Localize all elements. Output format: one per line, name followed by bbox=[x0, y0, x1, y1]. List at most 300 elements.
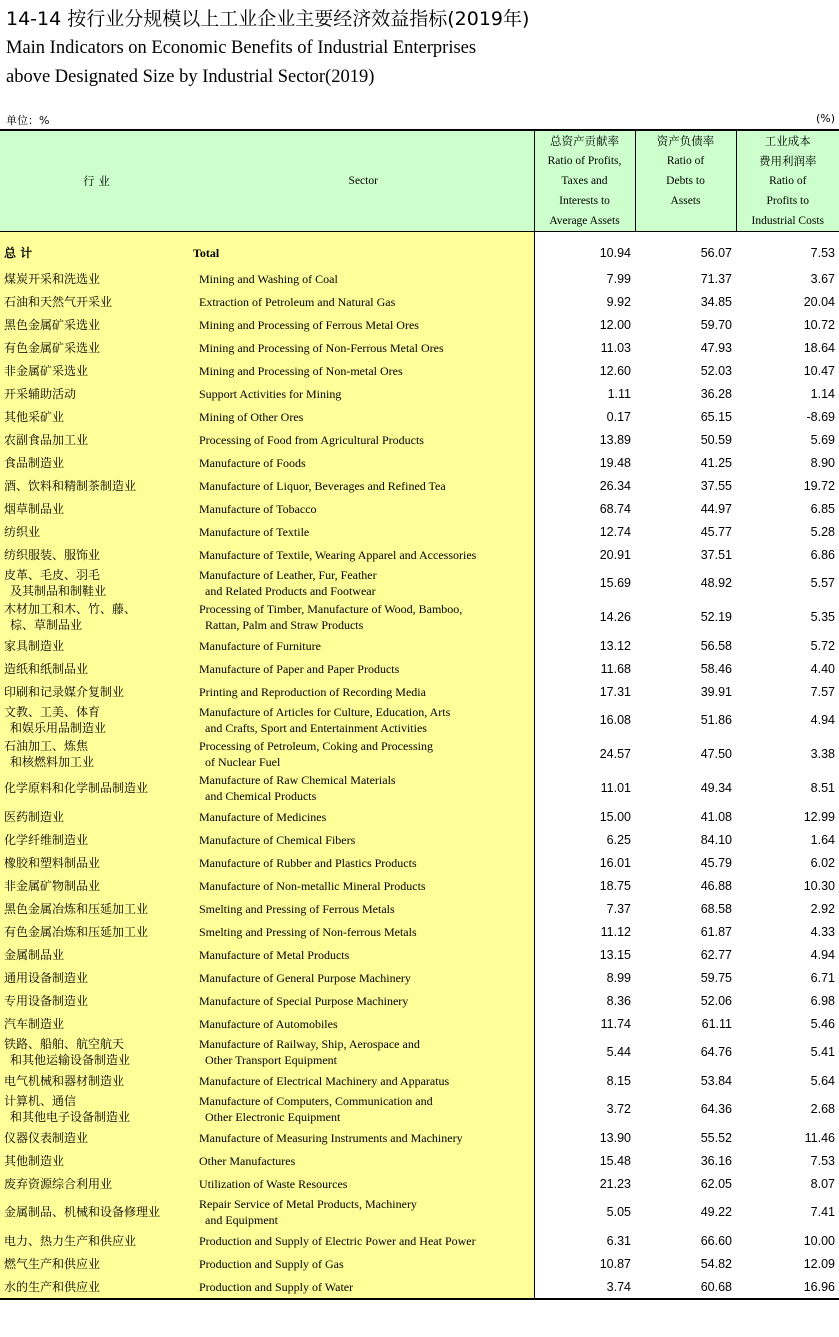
header-sector-en: Sector bbox=[193, 130, 534, 232]
debt-ratio-value: 36.16 bbox=[700, 1153, 732, 1168]
debt-ratio-value: 37.51 bbox=[700, 547, 732, 562]
profit-ratio-value: 11.03 bbox=[534, 336, 635, 359]
sector-cn-cell bbox=[0, 1035, 193, 1069]
profit-ratio-value: 13.90 bbox=[534, 1126, 635, 1149]
sector-cn-text: 专用设备制造业 bbox=[4, 993, 89, 1008]
sector-en-cell bbox=[193, 943, 534, 966]
sector-cn-text: 其他制造业 bbox=[4, 1153, 65, 1168]
profit-ratio-value: 26.34 bbox=[534, 474, 635, 497]
debt-ratio-value: 52.06 bbox=[700, 993, 732, 1008]
header-line: 资产负债率 bbox=[656, 134, 715, 148]
debt-ratio-value: 68.58 bbox=[700, 901, 732, 916]
table-row bbox=[0, 989, 839, 1012]
sector-en-cell bbox=[193, 520, 534, 543]
sector-cn-text: 计算机、通信 bbox=[4, 1094, 77, 1108]
profit-ratio-value: 7.37 bbox=[534, 897, 635, 920]
profit-ratio-value: 8.99 bbox=[534, 966, 635, 989]
sector-cn-cell bbox=[0, 1195, 193, 1229]
sector-cn-cell bbox=[0, 290, 193, 313]
sector-en-cell bbox=[193, 543, 534, 566]
table-row bbox=[0, 1229, 839, 1252]
debt-ratio-value: 59.70 bbox=[700, 317, 732, 332]
debt-ratio-value: 61.87 bbox=[700, 924, 732, 939]
cost-profit-ratio-value: 1.14 bbox=[810, 386, 835, 401]
sector-cn-cell bbox=[0, 497, 193, 520]
sector-en-text: of Nuclear Fuel bbox=[205, 755, 281, 769]
cost-profit-ratio-value: 16.96 bbox=[736, 1275, 839, 1299]
profit-ratio-value: 16.08 bbox=[534, 703, 635, 737]
sector-cn-text: 棕、草制品业 bbox=[10, 618, 83, 632]
sector-cn-text: 和核燃料加工业 bbox=[10, 755, 95, 769]
profit-ratio-value: 13.12 bbox=[534, 634, 635, 657]
profit-ratio-value: 19.48 bbox=[534, 451, 635, 474]
cost-profit-ratio-value: 5.41 bbox=[810, 1045, 835, 1059]
header-line: Ratio of bbox=[666, 155, 705, 167]
page-title-chinese: 14-14 按行业分规模以上工业企业主要经济效益指标(2019年) bbox=[6, 8, 530, 30]
sector-en-text: Manufacture of Chemical Fibers bbox=[199, 832, 356, 847]
table-row bbox=[0, 634, 839, 657]
profit-ratio-value: 15.48 bbox=[534, 1149, 635, 1172]
sector-en-cell bbox=[193, 1275, 534, 1299]
cost-profit-ratio-value: 7.57 bbox=[810, 684, 835, 699]
sector-en-text: Smelting and Pressing of Ferrous Metals bbox=[199, 901, 395, 916]
profit-ratio-value: 9.92 bbox=[534, 290, 635, 313]
sector-cn-text: 金属制品业 bbox=[4, 947, 65, 962]
table-row bbox=[0, 497, 839, 520]
cost-profit-ratio-value: 20.04 bbox=[803, 294, 835, 309]
table-row bbox=[0, 543, 839, 566]
debt-ratio-value: 39.91 bbox=[700, 684, 732, 699]
sector-en-text: Total bbox=[193, 245, 220, 260]
table-row bbox=[0, 1252, 839, 1275]
sector-cn-cell bbox=[0, 634, 193, 657]
header-cost-profit-ratio bbox=[736, 130, 839, 232]
table-row bbox=[0, 943, 839, 966]
profit-ratio-value: 8.36 bbox=[534, 989, 635, 1012]
header-sector-cn: 行 业 bbox=[0, 130, 193, 232]
sector-cn-cell bbox=[0, 897, 193, 920]
sector-cn-cell bbox=[0, 851, 193, 874]
sector-cn-cell bbox=[0, 451, 193, 474]
debt-ratio-value: 56.07 bbox=[700, 245, 732, 260]
sector-cn-text: 和其他电子设备制造业 bbox=[10, 1110, 131, 1124]
debt-ratio-value: 66.60 bbox=[700, 1233, 732, 1248]
table-row bbox=[0, 1172, 839, 1195]
profit-ratio-value: 68.74 bbox=[534, 497, 635, 520]
table-row bbox=[0, 657, 839, 680]
profit-ratio-value: 17.31 bbox=[534, 680, 635, 703]
sector-cn-text: 化学原料和化学制品制造业 bbox=[4, 781, 149, 795]
header-line: Debts to bbox=[666, 175, 705, 187]
cost-profit-ratio-value: 5.35 bbox=[810, 610, 835, 624]
sector-cn-cell bbox=[0, 474, 193, 497]
header-line: Taxes and bbox=[561, 175, 608, 187]
sector-en-cell bbox=[193, 474, 534, 497]
sector-cn-cell bbox=[0, 771, 193, 805]
table-row bbox=[0, 1012, 839, 1035]
debt-ratio-value: 64.36 bbox=[700, 1102, 732, 1116]
debt-ratio-value: 45.79 bbox=[700, 855, 732, 870]
header-line: Profits to bbox=[766, 195, 809, 207]
profit-ratio-value: 13.89 bbox=[534, 428, 635, 451]
header-line: Ratio of Profits, bbox=[547, 155, 622, 167]
sector-cn-text: 木材加工和木、竹、藤、 bbox=[4, 602, 137, 616]
sector-en-text: Manufacture of Non-metallic Mineral Products bbox=[199, 878, 426, 893]
table-row bbox=[0, 805, 839, 828]
table-row bbox=[0, 771, 839, 805]
table-row bbox=[0, 405, 839, 428]
sector-cn-cell bbox=[0, 828, 193, 851]
sector-en-cell bbox=[193, 634, 534, 657]
profit-ratio-value: 6.25 bbox=[534, 828, 635, 851]
sector-cn-cell bbox=[0, 428, 193, 451]
table-row bbox=[0, 703, 839, 737]
sector-cn-text: 及其制品和制鞋业 bbox=[10, 584, 107, 598]
cost-profit-ratio-value: 8.90 bbox=[810, 455, 835, 470]
page-title-english-line1: Main Indicators on Economic Benefits of Industrial Enterprises bbox=[6, 38, 477, 58]
sector-en-cell bbox=[193, 657, 534, 680]
sector-en-text: Extraction of Petroleum and Natural Gas bbox=[199, 294, 396, 309]
cost-profit-ratio-value: 5.57 bbox=[810, 576, 835, 590]
cost-profit-ratio-value: 10.00 bbox=[803, 1233, 835, 1248]
sector-en-cell bbox=[193, 1195, 534, 1229]
unit-label: 单位：% bbox=[6, 114, 50, 127]
table-row bbox=[0, 290, 839, 313]
sector-en-text: Manufacture of Railway, Ship, Aerospace and bbox=[199, 1037, 420, 1051]
sector-en-cell bbox=[193, 989, 534, 1012]
debt-ratio-value: 47.93 bbox=[700, 340, 732, 355]
debt-ratio-value: 61.11 bbox=[701, 1016, 732, 1031]
sector-cn-text: 电力、热力生产和供应业 bbox=[4, 1233, 137, 1248]
sector-en-text: Manufacture of Metal Products bbox=[199, 947, 350, 962]
cost-profit-ratio-value: 3.38 bbox=[810, 747, 835, 761]
table-row bbox=[0, 451, 839, 474]
debt-ratio-value: 56.58 bbox=[700, 638, 732, 653]
sector-cn-text: 非金属矿物制品业 bbox=[4, 878, 101, 893]
header-line: 工业成本 bbox=[764, 134, 811, 148]
sector-en-text: Manufacture of Foods bbox=[199, 455, 306, 470]
header-line: Interests to bbox=[559, 195, 610, 207]
profit-ratio-value: 0.17 bbox=[534, 405, 635, 428]
profit-ratio-value: 16.01 bbox=[534, 851, 635, 874]
debt-ratio-value: 64.76 bbox=[700, 1045, 732, 1059]
sector-cn-text: 总 计 bbox=[4, 245, 33, 260]
table-row bbox=[0, 520, 839, 543]
debt-ratio-value: 60.68 bbox=[635, 1275, 736, 1299]
sector-en-text: Manufacture of Special Purpose Machinery bbox=[199, 993, 409, 1008]
sector-cn-text: 家具制造业 bbox=[4, 638, 65, 653]
sector-en-text: Manufacture of Raw Chemical Materials bbox=[199, 773, 396, 787]
sector-cn-text: 水的生产和供应业 bbox=[4, 1279, 101, 1294]
sector-en-text: and Equipment bbox=[205, 1213, 278, 1227]
table-row bbox=[0, 313, 839, 336]
sector-en-cell bbox=[193, 737, 534, 771]
sector-en-cell bbox=[193, 703, 534, 737]
sector-en-cell bbox=[193, 382, 534, 405]
cost-profit-ratio-value: 19.72 bbox=[803, 478, 835, 493]
sector-en-cell bbox=[193, 313, 534, 336]
sector-cn-cell bbox=[0, 600, 193, 634]
sector-en-text: Processing of Food from Agricultural Products bbox=[199, 432, 424, 447]
profit-ratio-value: 3.74 bbox=[534, 1275, 635, 1299]
sector-en-text: Manufacture of Textile, Wearing Apparel and Accessories bbox=[199, 547, 477, 562]
sector-en-cell bbox=[193, 680, 534, 703]
sector-en-cell bbox=[193, 1172, 534, 1195]
sector-cn-text: 有色金属冶炼和压延加工业 bbox=[4, 924, 149, 939]
cost-profit-ratio-value: 7.53 bbox=[810, 1153, 835, 1168]
cost-profit-ratio-value: 6.98 bbox=[810, 993, 835, 1008]
sector-en-text: Mining and Processing of Non-Ferrous Metal Ores bbox=[199, 340, 444, 355]
profit-ratio-value: 12.74 bbox=[534, 520, 635, 543]
debt-ratio-value: 52.19 bbox=[700, 610, 732, 624]
debt-ratio-value: 44.97 bbox=[700, 501, 732, 516]
sector-cn-text: 汽车制造业 bbox=[4, 1016, 65, 1031]
cost-profit-ratio-value: 2.68 bbox=[810, 1102, 835, 1116]
profit-ratio-value: 11.74 bbox=[534, 1012, 635, 1035]
debt-ratio-value: 52.03 bbox=[700, 363, 732, 378]
debt-ratio-value: 48.92 bbox=[700, 576, 732, 590]
table-row bbox=[0, 897, 839, 920]
sector-cn-cell bbox=[0, 943, 193, 966]
sector-en-cell bbox=[193, 851, 534, 874]
profit-ratio-value: 15.69 bbox=[534, 566, 635, 600]
cost-profit-ratio-value: 5.69 bbox=[810, 432, 835, 447]
debt-ratio-value: 54.82 bbox=[700, 1256, 732, 1271]
sector-cn-text: 仪器仪表制造业 bbox=[4, 1130, 89, 1145]
debt-ratio-value: 53.84 bbox=[700, 1073, 732, 1088]
sector-en-cell bbox=[193, 920, 534, 943]
profit-ratio-value: 21.23 bbox=[534, 1172, 635, 1195]
sector-cn-cell bbox=[0, 989, 193, 1012]
sector-en-cell bbox=[193, 966, 534, 989]
profit-ratio-value: 24.57 bbox=[534, 737, 635, 771]
table-row bbox=[0, 600, 839, 634]
cost-profit-ratio-value: 7.41 bbox=[810, 1205, 835, 1219]
sector-en-text: Manufacture of Liquor, Beverages and Refined Tea bbox=[199, 478, 446, 493]
cost-profit-ratio-value: 5.72 bbox=[810, 638, 835, 653]
sector-en-text: Utilization of Waste Resources bbox=[199, 1176, 348, 1191]
sector-cn-text: 开采辅助活动 bbox=[4, 386, 77, 401]
sector-en-cell bbox=[193, 359, 534, 382]
header-line: 总资产贡献率 bbox=[550, 134, 619, 148]
profit-ratio-value: 11.68 bbox=[534, 657, 635, 680]
sector-en-text: and Related Products and Footwear bbox=[205, 584, 376, 598]
sector-en-text: and Chemical Products bbox=[205, 789, 317, 803]
sector-cn-cell bbox=[0, 920, 193, 943]
debt-ratio-value: 65.15 bbox=[700, 409, 732, 424]
cost-profit-ratio-value: 4.94 bbox=[810, 713, 835, 727]
cost-profit-ratio-value: 2.92 bbox=[810, 901, 835, 916]
cost-profit-ratio-value: 10.47 bbox=[803, 363, 835, 378]
sector-en-text: Manufacture of Paper and Paper Products bbox=[199, 661, 400, 676]
sector-cn-text: 化学纤维制造业 bbox=[4, 832, 89, 847]
table-row bbox=[0, 566, 839, 600]
sector-cn-text: 农副食品加工业 bbox=[4, 432, 89, 447]
table-row bbox=[0, 359, 839, 382]
debt-ratio-value: 62.05 bbox=[700, 1176, 732, 1191]
table-row bbox=[0, 737, 839, 771]
header-line: Industrial Costs bbox=[751, 215, 824, 227]
profit-ratio-value: 3.72 bbox=[534, 1092, 635, 1126]
sector-cn-text: 纺织服装、服饰业 bbox=[4, 547, 101, 562]
sector-cn-text: 煤炭开采和洗选业 bbox=[4, 271, 101, 286]
profit-ratio-value: 10.87 bbox=[534, 1252, 635, 1275]
profit-ratio-value: 18.75 bbox=[534, 874, 635, 897]
sector-cn-cell bbox=[0, 1275, 193, 1299]
header-line: Assets bbox=[670, 195, 701, 207]
sector-en-text: Production and Supply of Gas bbox=[199, 1256, 344, 1271]
table-row bbox=[0, 1035, 839, 1069]
cost-profit-ratio-value: 4.40 bbox=[810, 661, 835, 676]
debt-ratio-value: 58.46 bbox=[700, 661, 732, 676]
cost-profit-ratio-value: 1.64 bbox=[810, 832, 835, 847]
sector-en-text: Manufacture of Articles for Culture, Education, Arts bbox=[199, 705, 451, 719]
sector-en-cell bbox=[193, 1069, 534, 1092]
sector-cn-cell bbox=[0, 703, 193, 737]
sector-cn-cell bbox=[0, 382, 193, 405]
cost-profit-ratio-value: 3.67 bbox=[810, 271, 835, 286]
cost-profit-ratio-value: 4.94 bbox=[810, 947, 835, 962]
sector-cn-cell bbox=[0, 313, 193, 336]
sector-en-text: Support Activities for Mining bbox=[199, 386, 342, 401]
profit-ratio-value: 11.01 bbox=[534, 771, 635, 805]
cost-profit-ratio-value: 7.53 bbox=[810, 245, 835, 260]
sector-en-cell bbox=[193, 405, 534, 428]
table-row bbox=[0, 267, 839, 290]
profit-ratio-value: 15.00 bbox=[534, 805, 635, 828]
sector-cn-cell bbox=[0, 805, 193, 828]
sector-cn-cell bbox=[0, 966, 193, 989]
profit-ratio-value: 1.11 bbox=[534, 382, 635, 405]
profit-ratio-value: 7.99 bbox=[534, 267, 635, 290]
sector-cn-text: 黑色金属冶炼和压延加工业 bbox=[4, 901, 149, 916]
cost-profit-ratio-value: 6.02 bbox=[810, 855, 835, 870]
profit-ratio-value: 6.31 bbox=[534, 1229, 635, 1252]
sector-cn-text: 非金属矿采选业 bbox=[4, 363, 89, 378]
sector-en-cell bbox=[193, 566, 534, 600]
sector-en-text: Manufacture of Electrical Machinery and Apparatus bbox=[199, 1073, 450, 1088]
sector-cn-text: 其他采矿业 bbox=[4, 409, 65, 424]
sector-en-text: and Crafts, Sport and Entertainment Activities bbox=[205, 721, 427, 735]
sector-en-text: Mining and Processing of Non-metal Ores bbox=[199, 363, 403, 378]
sector-cn-cell bbox=[0, 1149, 193, 1172]
sector-cn-text: 石油加工、炼焦 bbox=[4, 739, 89, 753]
sector-en-text: Manufacture of Measuring Instruments and Machinery bbox=[199, 1130, 463, 1145]
sector-en-cell bbox=[193, 290, 534, 313]
sector-cn-cell bbox=[0, 405, 193, 428]
sector-cn-text: 和娱乐用品制造业 bbox=[10, 721, 107, 735]
profit-ratio-value: 20.91 bbox=[534, 543, 635, 566]
sector-cn-text: 电气机械和器材制造业 bbox=[4, 1073, 125, 1088]
profit-ratio-value: 12.60 bbox=[534, 359, 635, 382]
debt-ratio-value: 45.77 bbox=[700, 524, 732, 539]
cost-profit-ratio-value: 5.28 bbox=[810, 524, 835, 539]
sector-en-text: Mining of Other Ores bbox=[199, 409, 304, 424]
table-row bbox=[0, 232, 839, 268]
debt-ratio-value: 59.75 bbox=[700, 970, 732, 985]
sector-en-text: Other Transport Equipment bbox=[205, 1053, 337, 1067]
sector-cn-cell bbox=[0, 1069, 193, 1092]
debt-ratio-value: 41.25 bbox=[700, 455, 732, 470]
sector-cn-cell bbox=[0, 1172, 193, 1195]
table-row bbox=[0, 680, 839, 703]
sector-en-text: Smelting and Pressing of Non-ferrous Metals bbox=[199, 924, 417, 939]
profit-ratio-value: 13.15 bbox=[534, 943, 635, 966]
debt-ratio-value: 41.08 bbox=[700, 809, 732, 824]
debt-ratio-value: 50.59 bbox=[700, 432, 732, 447]
header-profit-ratio bbox=[534, 130, 635, 232]
table-row bbox=[0, 874, 839, 897]
sector-cn-cell bbox=[0, 657, 193, 680]
debt-ratio-value: 46.88 bbox=[700, 878, 732, 893]
sector-en-text: Manufacture of Textile bbox=[199, 524, 310, 539]
sector-en-text: Printing and Reproduction of Recording Media bbox=[199, 684, 426, 699]
sector-cn-cell bbox=[0, 566, 193, 600]
sector-cn-cell bbox=[0, 336, 193, 359]
sector-cn-cell bbox=[0, 874, 193, 897]
header-debt-ratio bbox=[635, 130, 736, 232]
table-row bbox=[0, 1126, 839, 1149]
table-row bbox=[0, 1195, 839, 1229]
sector-en-text: Repair Service of Metal Products, Machinery bbox=[199, 1197, 417, 1211]
cost-profit-ratio-value: 4.33 bbox=[810, 924, 835, 939]
sector-cn-text: 造纸和纸制品业 bbox=[4, 661, 89, 676]
sector-en-cell bbox=[193, 1092, 534, 1126]
debt-ratio-value: 55.52 bbox=[700, 1130, 732, 1145]
sector-en-cell bbox=[193, 771, 534, 805]
table-row bbox=[0, 966, 839, 989]
sector-en-text: Manufacture of Automobiles bbox=[199, 1016, 338, 1031]
table-row bbox=[0, 851, 839, 874]
debt-ratio-value: 71.37 bbox=[700, 271, 732, 286]
sector-en-text: Manufacture of Leather, Fur, Feather bbox=[199, 568, 377, 582]
sector-en-text: Other Manufactures bbox=[199, 1153, 296, 1168]
cost-profit-ratio-value: 11.46 bbox=[804, 1130, 835, 1145]
profit-ratio-value: 5.05 bbox=[534, 1195, 635, 1229]
cost-profit-ratio-value: 12.09 bbox=[803, 1256, 835, 1271]
sector-cn-cell bbox=[0, 359, 193, 382]
sector-cn-text: 烟草制品业 bbox=[4, 501, 65, 516]
sector-en-cell bbox=[193, 600, 534, 634]
debt-ratio-value: 49.34 bbox=[700, 781, 732, 795]
debt-ratio-value: 49.22 bbox=[700, 1205, 732, 1219]
sector-en-text: Manufacture of Tobacco bbox=[199, 501, 317, 516]
table-row bbox=[0, 1275, 839, 1299]
table-row bbox=[0, 336, 839, 359]
sector-en-text: Mining and Washing of Coal bbox=[199, 271, 338, 286]
sector-cn-text: 医药制造业 bbox=[4, 809, 65, 824]
cost-profit-ratio-value: -8.69 bbox=[806, 409, 835, 424]
sector-en-cell bbox=[193, 1252, 534, 1275]
sector-cn-text: 文教、工美、体育 bbox=[4, 705, 101, 719]
sector-en-cell bbox=[193, 428, 534, 451]
sector-cn-text: 石油和天然气开采业 bbox=[4, 294, 113, 309]
sector-cn-text: 通用设备制造业 bbox=[4, 970, 89, 985]
sector-en-cell bbox=[193, 1035, 534, 1069]
sector-en-cell bbox=[193, 336, 534, 359]
sector-en-cell bbox=[193, 897, 534, 920]
sector-cn-cell bbox=[0, 232, 193, 268]
table-row bbox=[0, 382, 839, 405]
table-row bbox=[0, 474, 839, 497]
sector-cn-cell bbox=[0, 543, 193, 566]
unit-label-right: (%) bbox=[815, 112, 835, 125]
sector-en-cell bbox=[193, 1149, 534, 1172]
sector-cn-text: 有色金属矿采选业 bbox=[4, 340, 101, 355]
table-row bbox=[0, 428, 839, 451]
sector-en-text: Manufacture of Furniture bbox=[199, 638, 321, 653]
sector-cn-text: 皮革、毛皮、羽毛 bbox=[4, 568, 101, 582]
